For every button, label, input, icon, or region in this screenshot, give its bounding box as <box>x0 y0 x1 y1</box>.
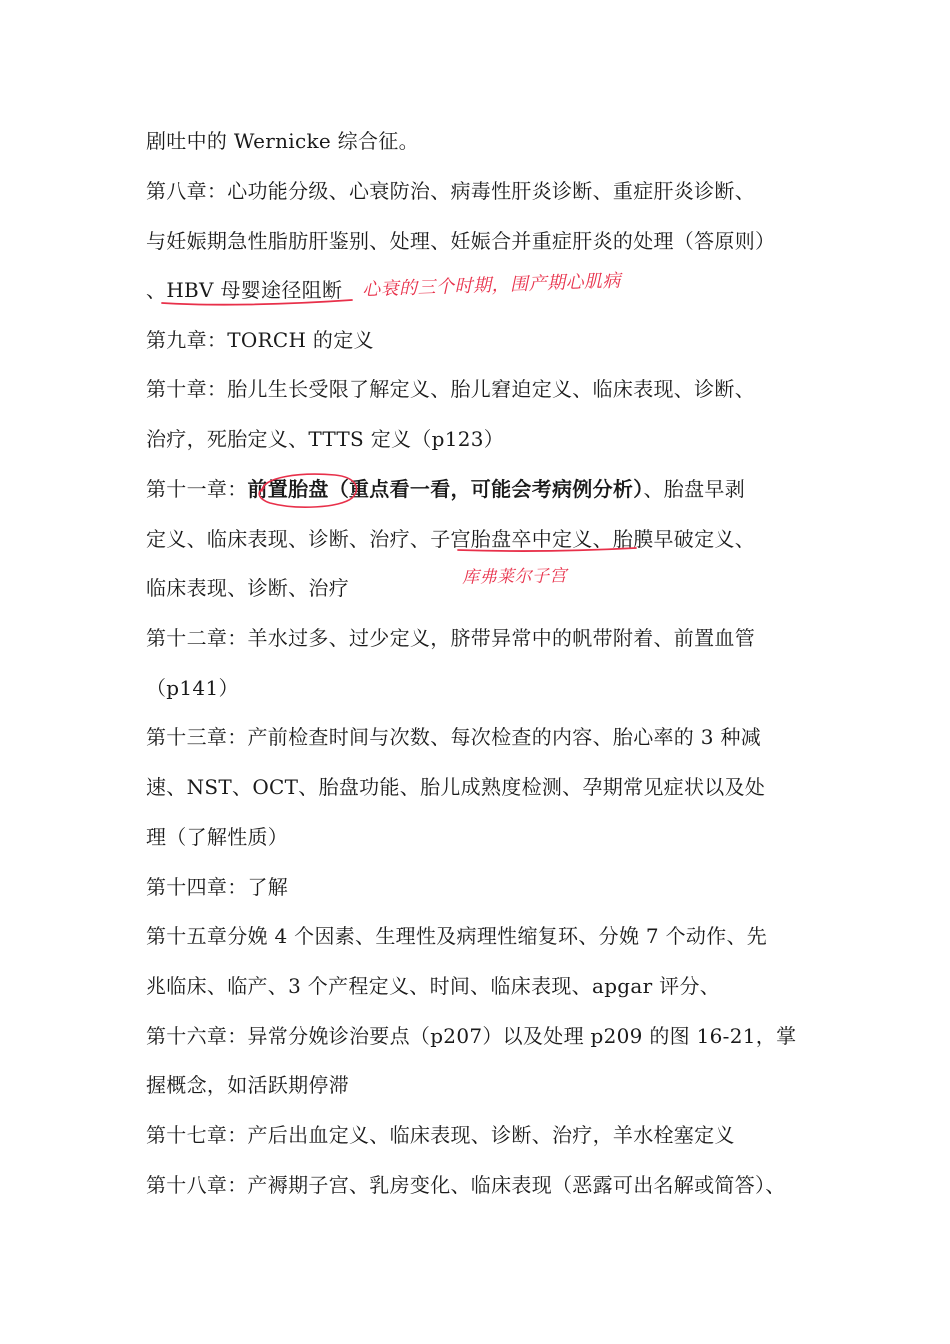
text-line: 第十五章分娩 4 个因素、生理性及病理性缩复环、分娩 7 个动作、先 <box>146 924 768 948</box>
text-line: （p141） <box>146 676 239 700</box>
text-line: 临床表现、诊断、治疗 <box>146 576 349 600</box>
text-line <box>146 477 814 501</box>
text-line: 与妊娠期急性脂肪肝鉴别、处理、妊娠合并重症肝炎的处理（答原则） <box>146 229 776 253</box>
text-line <box>146 527 814 551</box>
text-line: 速、NST、OCT、胎盘功能、胎儿成熟度检测、孕期常见症状以及处 <box>146 775 766 799</box>
text-line: 第十七章：产后出血定义、临床表现、诊断、治疗，羊水栓塞定义 <box>146 1123 735 1147</box>
text-segment: 、胎盘早剥 <box>643 477 745 501</box>
text-segment: 、 <box>146 278 167 302</box>
text-line: 治疗，死胎定义、TTTS 定义（p123） <box>146 427 505 451</box>
text-segment: 、胎膜早破定义、 <box>592 527 756 551</box>
uteroplacental-apoplexy-underlined-text: 子宫胎盘卒中定义 <box>430 527 593 551</box>
text-line: 第十三章：产前检查时间与次数、每次检查的内容、胎心率的 3 种减 <box>146 725 762 749</box>
text-line: 第十章：胎儿生长受限了解定义、胎儿窘迫定义、临床表现、诊断、 <box>146 377 755 401</box>
text-line: 第九章：TORCH 的定义 <box>146 328 374 352</box>
handwritten-note-couvelaire-uterus: 库弗莱尔子宫 <box>461 566 568 588</box>
text-line: 兆临床、临产、3 个产程定义、时间、临床表现、apgar 评分、 <box>146 974 721 998</box>
text-line: 第十八章：产褥期子宫、乳房变化、临床表现（恶露可出名解或简答）、 <box>146 1173 786 1197</box>
bold-placenta-previa-text: 前置胎盘（重点看一看，可能会考病例分析） <box>247 477 644 501</box>
text-segment: 第十一章： <box>146 477 248 501</box>
handwritten-note-heart-failure: 心衰的三个时期，围产期心肌病 <box>361 270 622 301</box>
hbv-underlined-text: HBV 母婴途径阻断 <box>166 278 343 302</box>
text-line: 剧吐中的 Wernicke 综合征。 <box>146 129 419 153</box>
text-line: 第十四章：了解 <box>146 875 289 899</box>
text-line: 第八章：心功能分级、心衰防治、病毒性肝炎诊断、重症肝炎诊断、 <box>146 179 755 203</box>
text-line: 第十六章：异常分娩诊治要点（p207）以及处理 p209 的图 16-21，掌 <box>146 1024 797 1048</box>
text-segment: 定义、临床表现、诊断、治疗、 <box>146 527 431 551</box>
text-line: 理（了解性质） <box>146 825 289 849</box>
text-line: 握概念，如活跃期停滞 <box>146 1073 349 1097</box>
text-line: 第十二章：羊水过多、过少定义，脐带异常中的帆带附着、前置血管 <box>146 626 755 650</box>
